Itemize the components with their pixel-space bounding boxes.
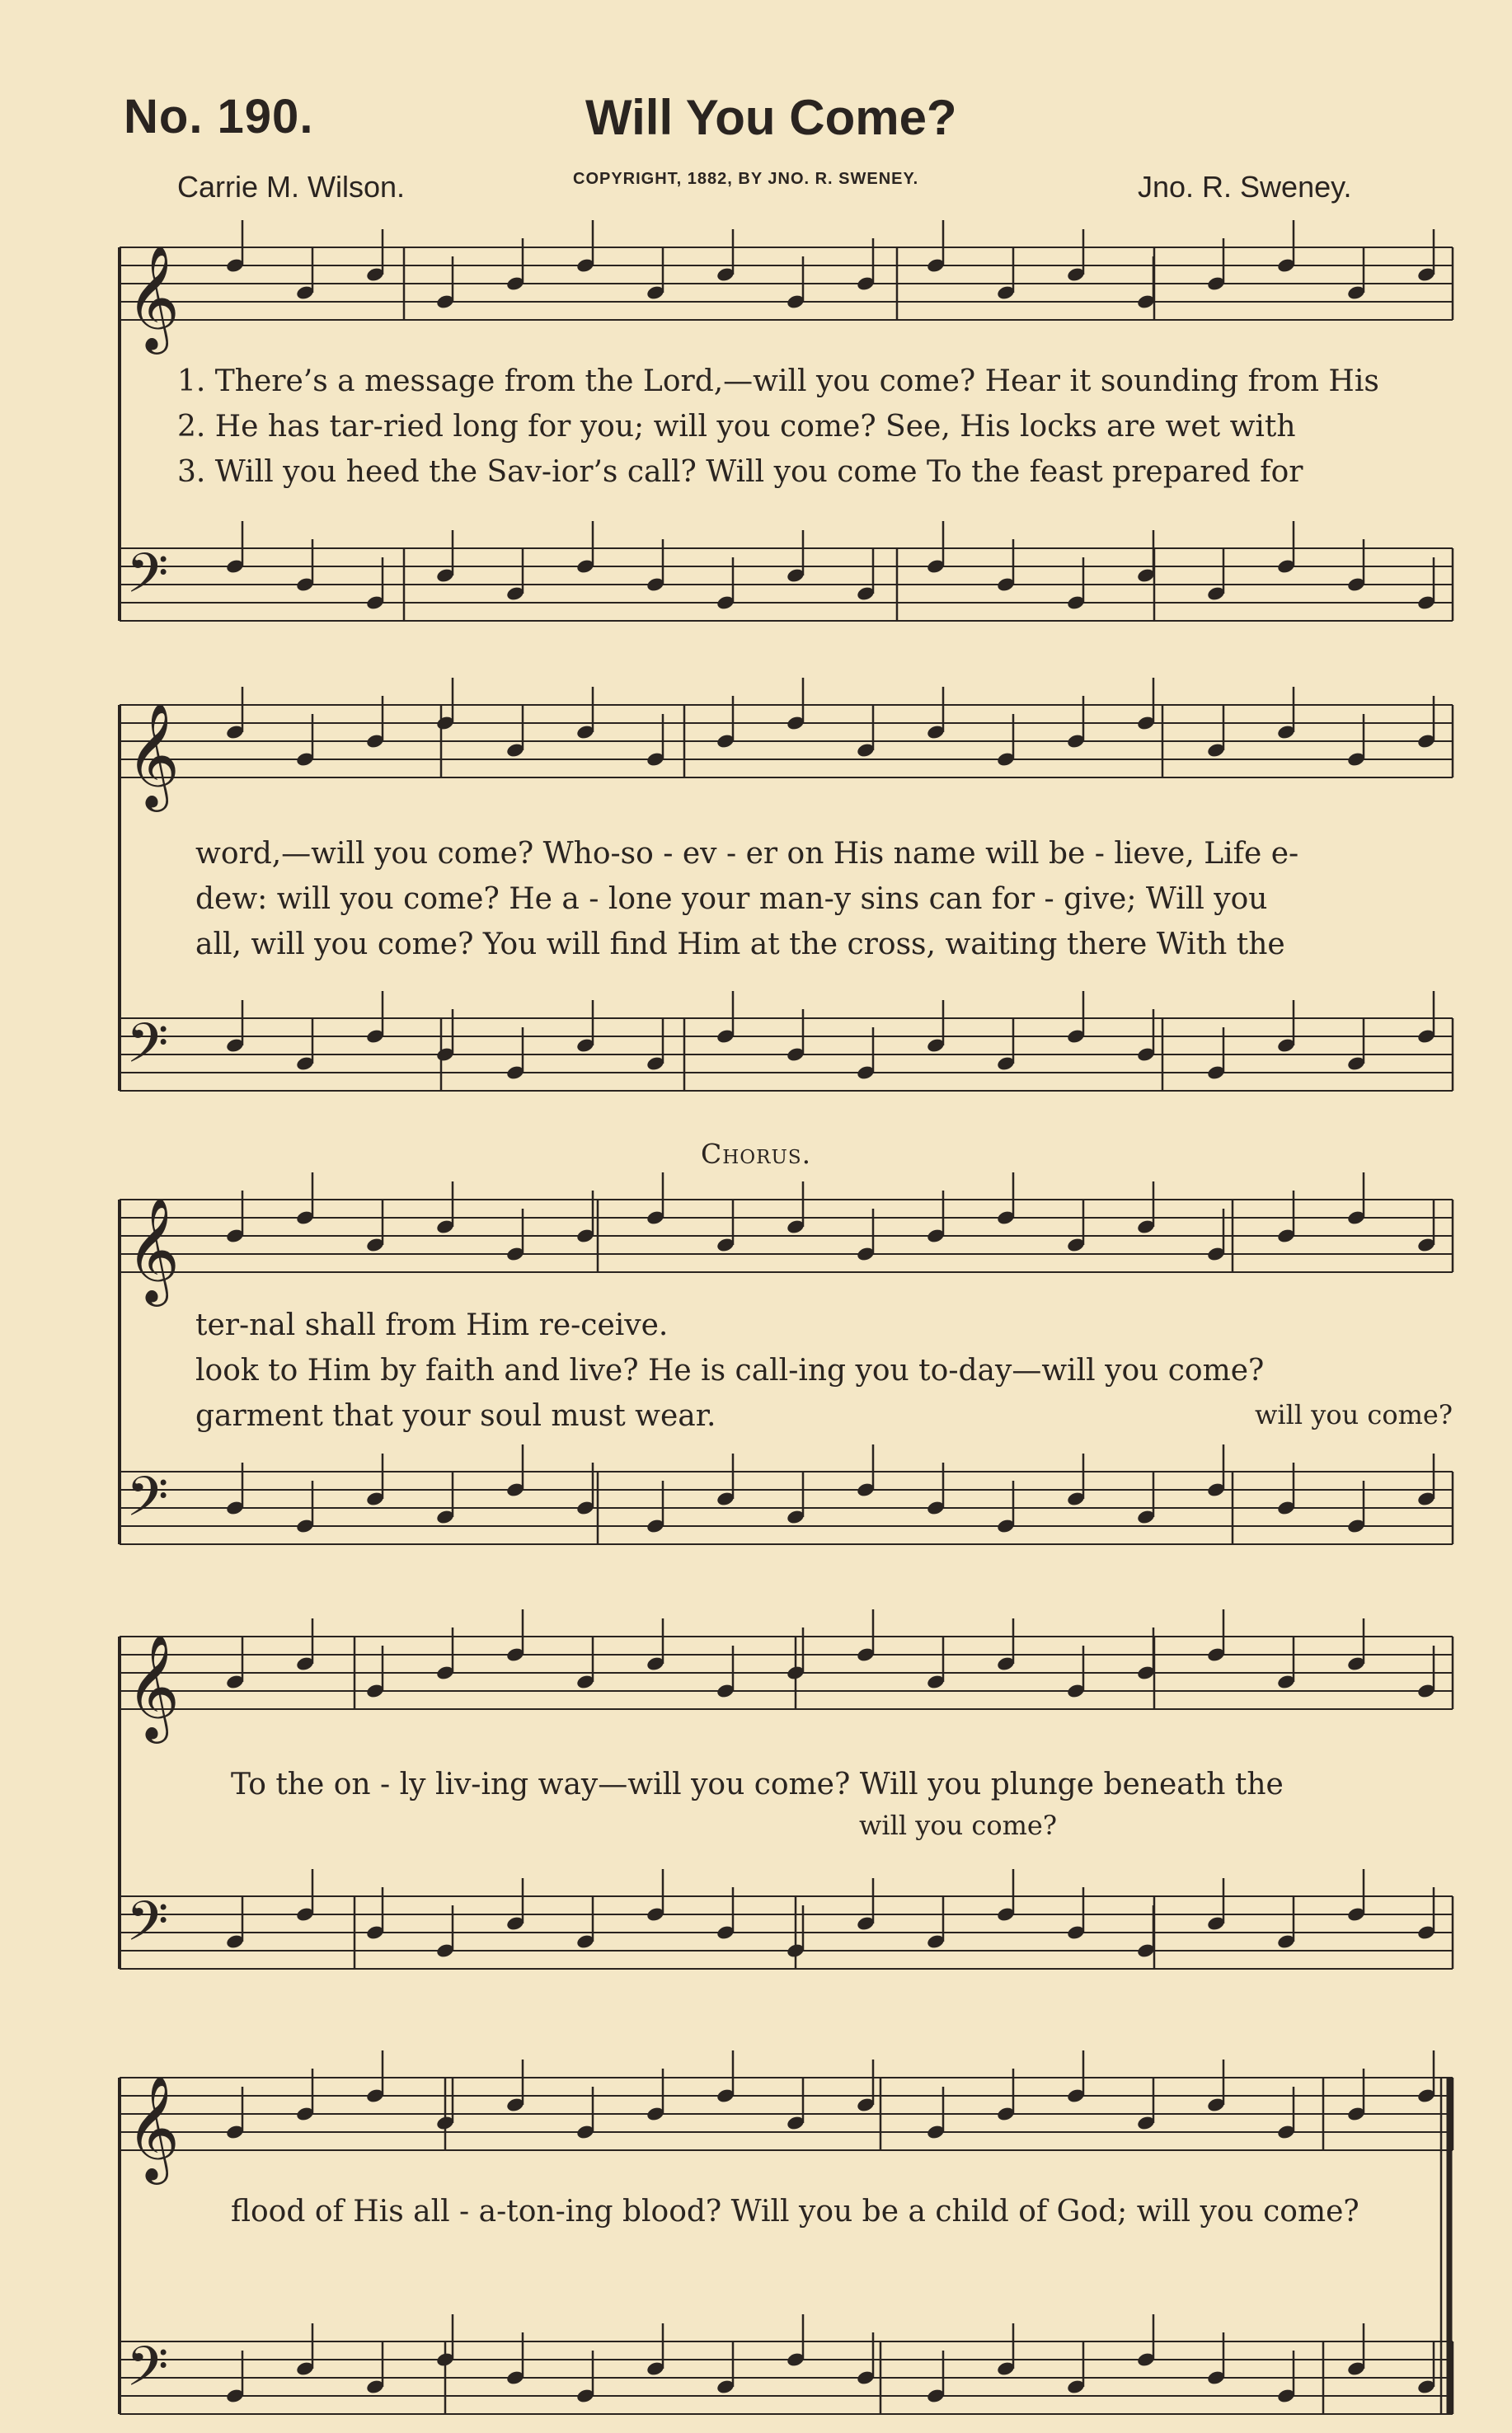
chorus-line1: To the on - ly liv-ing way—will you come? Will you plunge beneath the (231, 1768, 1284, 1801)
verse2-line2: dew: will you come? He a - lone your man-y sins can for - give; Will you (195, 882, 1268, 916)
treble-clef-icon: 𝄞 (126, 702, 181, 807)
echo-will-you-come-2: will you come? (859, 1810, 1058, 1841)
verse3-line2: all, will you come? You will find Him at the cross, waiting there With the (195, 928, 1285, 961)
lyricist: Carrie M. Wilson. (177, 170, 406, 204)
verse3-line1: 3. Will you heed the Sav-ior’s call? Will you come To the feast prepared for (177, 455, 1303, 489)
verse1-line3: ter-nal shall from Him re-ceive. (195, 1308, 669, 1342)
copyright-notice: COPYRIGHT, 1882, BY JNO. R. SWENEY. (573, 170, 919, 188)
verse2-line1: 2. He has tar-ried long for you; will you come? See, His locks are wet with (177, 410, 1296, 444)
treble-clef-icon: 𝄞 (126, 1196, 181, 1302)
composer: Jno. R. Sweney. (1138, 170, 1352, 204)
bass-clef-icon: 𝄢 (126, 542, 169, 618)
verse1-line2: word,—will you come? Who-so - ev - er on His name will be - lieve, Life e- (195, 837, 1299, 871)
verse2-line3: look to Him by faith and live? He is call-ing you to-day—will you come? (195, 1354, 1265, 1388)
bass-clef-icon: 𝄢 (126, 1890, 169, 1966)
bass-clef-icon: 𝄢 (126, 1465, 169, 1542)
treble-clef-icon: 𝄞 (126, 244, 181, 350)
bass-clef-icon: 𝄢 (126, 2335, 169, 2412)
echo-will-you-come-1: will you come? (1255, 1399, 1453, 1430)
chorus-line2: flood of His all - a-ton-ing blood? Will you be a child of God; will you come? (231, 2195, 1359, 2229)
treble-clef-icon: 𝄞 (126, 2074, 181, 2180)
verse3-line3: garment that your soul must wear. (195, 1399, 716, 1433)
bass-clef-icon: 𝄢 (126, 1012, 169, 1088)
verse1-line1: 1. There’s a message from the Lord,—will you come? Hear it sounding from His (177, 364, 1379, 398)
hymn-number: No. 190. (124, 90, 314, 143)
chorus-label: Chorus. (701, 1138, 812, 1170)
treble-clef-icon: 𝄞 (126, 1633, 181, 1739)
hymn-title: Will You Come? (585, 90, 957, 145)
